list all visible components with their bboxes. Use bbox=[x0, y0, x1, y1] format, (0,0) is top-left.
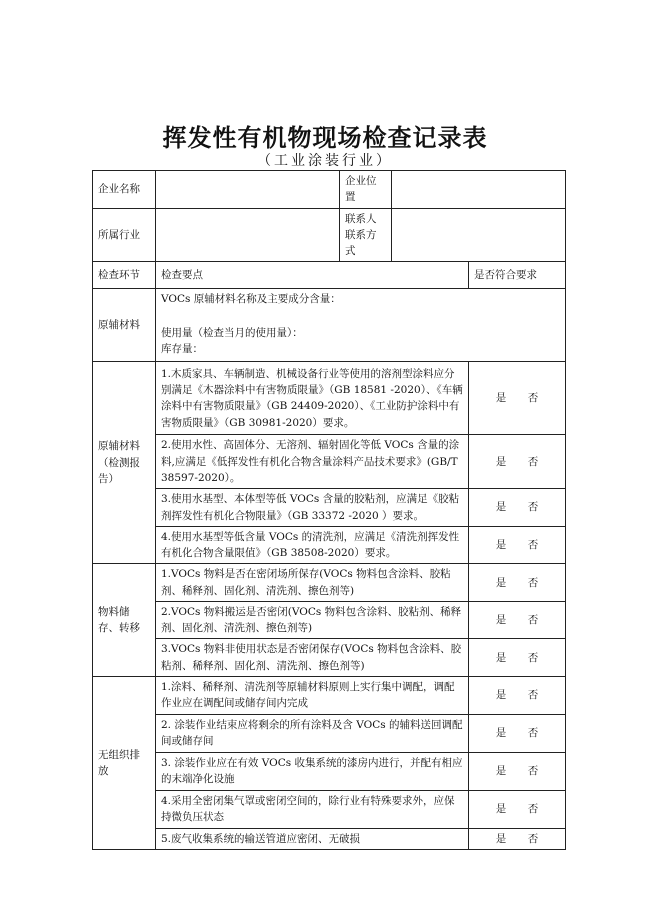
page-title: 挥发性有机物现场检查记录表 bbox=[162, 123, 488, 152]
col-compliance-header: 是否符合要求 bbox=[469, 262, 566, 289]
storage-item-2: 2.VOCs 物料搬运是否密闭(VOCs 物料包含涂料、胶粘剂、稀释剂、固化剂、清洗剂、擦色剂等) bbox=[156, 601, 469, 639]
company-name-label: 企业名称 bbox=[93, 171, 156, 209]
yes-option[interactable]: 是 bbox=[495, 802, 507, 815]
fugitive-4-compliance[interactable] bbox=[469, 790, 566, 828]
fugitive-row-5 bbox=[93, 828, 566, 849]
raw-material-label: 原辅材料 bbox=[93, 289, 156, 362]
fugitive-item-3: 3. 涂装作业应在有效 VOCs 收集系统的漆房内进行，并配有相应的末端净化设施 bbox=[156, 752, 469, 790]
raw-material-composition: VOCs 原辅材料名称及主要成分含量： bbox=[161, 293, 341, 306]
no-option[interactable]: 否 bbox=[527, 501, 539, 514]
report-4-compliance[interactable] bbox=[469, 526, 566, 564]
report-2-compliance[interactable] bbox=[469, 435, 566, 489]
no-option[interactable]: 否 bbox=[527, 726, 539, 739]
raw-material-stock: 库存量： bbox=[161, 342, 203, 355]
fugitive-3-compliance[interactable] bbox=[469, 752, 566, 790]
report-row-1 bbox=[93, 362, 566, 435]
report-item-4: 4.使用水基型等低含量 VOCs 的清洗剂，应满足《清洗剂挥发性有机化合物含量限值》（GB 38508-2020）要求。 bbox=[156, 526, 469, 564]
col-points-header: 检查要点 bbox=[156, 262, 469, 289]
report-item-2: 2.使用水性、高固体分、无溶剂、辐射固化等低 VOCs 含量的涂料,应满足《低挥发性有机化合物含量涂料产品技术要求》(GB/T 38597-2020）。 bbox=[156, 435, 469, 489]
report-3-compliance[interactable] bbox=[469, 489, 566, 527]
raw-material-info[interactable] bbox=[156, 289, 566, 362]
fugitive-1-compliance[interactable] bbox=[469, 676, 566, 714]
no-option[interactable]: 否 bbox=[527, 689, 539, 702]
report-row-4 bbox=[93, 526, 566, 564]
storage-item-3: 3.VOCs 物料非使用状态是否密闭保存(VOCs 物料包含涂料、胶粘剂、稀释剂、固化剂、清洗剂、擦色剂等) bbox=[156, 639, 469, 677]
yes-option[interactable]: 是 bbox=[495, 614, 507, 627]
report-row-2 bbox=[93, 435, 566, 489]
yes-option[interactable]: 是 bbox=[495, 576, 507, 589]
yes-option[interactable]: 是 bbox=[495, 764, 507, 777]
yes-option[interactable]: 是 bbox=[495, 392, 507, 405]
yes-option[interactable]: 是 bbox=[495, 832, 507, 845]
company-location-label: 企业位置 bbox=[340, 171, 392, 209]
storage-1-compliance[interactable] bbox=[469, 564, 566, 602]
fugitive-5-compliance[interactable] bbox=[469, 828, 566, 849]
fugitive-item-5: 5.废气收集系统的输送管道应密闭、无破损 bbox=[156, 828, 469, 849]
col-stage-header: 检查环节 bbox=[93, 262, 156, 289]
report-item-3: 3.使用水基型、本体型等低 VOCs 含量的胶粘剂，应满足《胶粘剂挥发性有机化合物限量》（GB 33372 -2020 ）要求。 bbox=[156, 489, 469, 527]
no-option[interactable]: 否 bbox=[527, 651, 539, 664]
raw-material-row bbox=[93, 289, 566, 362]
no-option[interactable]: 否 bbox=[527, 455, 539, 468]
yes-option[interactable]: 是 bbox=[495, 726, 507, 739]
info-row-industry bbox=[93, 208, 566, 262]
fugitive-item-1: 1.涂料、稀释剂、清洗剂等原辅材料原则上实行集中调配，调配作业应在调配间或储存间内完成 bbox=[156, 676, 469, 714]
inspection-table bbox=[92, 170, 566, 850]
fugitive-row-4 bbox=[93, 790, 566, 828]
storage-row-2 bbox=[93, 601, 566, 639]
fugitive-row-1 bbox=[93, 676, 566, 714]
no-option[interactable]: 否 bbox=[527, 576, 539, 589]
storage-item-1: 1.VOCs 物料是否在密闭场所保存(VOCs 物料包含涂料、胶粘剂、稀释剂、固化剂、清洗剂、擦色剂等) bbox=[156, 564, 469, 602]
no-option[interactable]: 否 bbox=[527, 614, 539, 627]
fugitive-2-compliance[interactable] bbox=[469, 714, 566, 752]
industry-label: 所属行业 bbox=[93, 208, 156, 262]
storage-row-1 bbox=[93, 564, 566, 602]
yes-option[interactable]: 是 bbox=[495, 455, 507, 468]
no-option[interactable]: 否 bbox=[527, 392, 539, 405]
yes-option[interactable]: 是 bbox=[495, 538, 507, 551]
fugitive-row-2 bbox=[93, 714, 566, 752]
storage-label: 物料储存、转移 bbox=[93, 564, 156, 677]
fugitive-row-3 bbox=[93, 752, 566, 790]
info-row-company bbox=[93, 171, 566, 209]
raw-material-usage: 使用量（检查当月的使用量）： bbox=[161, 326, 303, 339]
storage-row-3 bbox=[93, 639, 566, 677]
no-option[interactable]: 否 bbox=[527, 764, 539, 777]
no-option[interactable]: 否 bbox=[527, 832, 539, 845]
yes-option[interactable]: 是 bbox=[495, 689, 507, 702]
storage-3-compliance[interactable] bbox=[469, 639, 566, 677]
no-option[interactable]: 否 bbox=[527, 538, 539, 551]
contact-person-label: 联系人 bbox=[345, 212, 377, 225]
report-1-compliance[interactable] bbox=[469, 362, 566, 435]
company-name-field[interactable] bbox=[156, 171, 340, 209]
report-row-3 bbox=[93, 489, 566, 527]
fugitive-label: 无组织排放 bbox=[93, 676, 156, 849]
industry-field[interactable] bbox=[156, 208, 340, 262]
contact-method-label: 联系方式 bbox=[345, 228, 377, 258]
fugitive-item-4: 4.采用全密闭集气罩或密闭空间的，除行业有特殊要求外，应保持微负压状态 bbox=[156, 790, 469, 828]
company-location-field[interactable] bbox=[392, 171, 566, 209]
yes-option[interactable]: 是 bbox=[495, 501, 507, 514]
report-label: 原辅材料（检测报告） bbox=[93, 362, 156, 564]
storage-2-compliance[interactable] bbox=[469, 601, 566, 639]
contact-labels bbox=[340, 208, 392, 262]
yes-option[interactable]: 是 bbox=[495, 651, 507, 664]
page-subtitle: （工业涂装行业） bbox=[257, 153, 393, 169]
fugitive-item-2: 2. 涂装作业结束应将剩余的所有涂料及含 VOCs 的辅料送回调配间或储存间 bbox=[156, 714, 469, 752]
column-header-row bbox=[93, 262, 566, 289]
no-option[interactable]: 否 bbox=[527, 802, 539, 815]
contact-field[interactable] bbox=[392, 208, 566, 262]
report-item-1: 1.木质家具、车辆制造、机械设备行业等使用的溶剂型涂料应分别满足《木器涂料中有害物质限量》（GB 18581 -2020）、《车辆涂料中有害物质限量》（GB 24409-2020）、《工业防护涂料中有害物质限量》（GB 30981-2020）要求。 bbox=[156, 362, 469, 435]
